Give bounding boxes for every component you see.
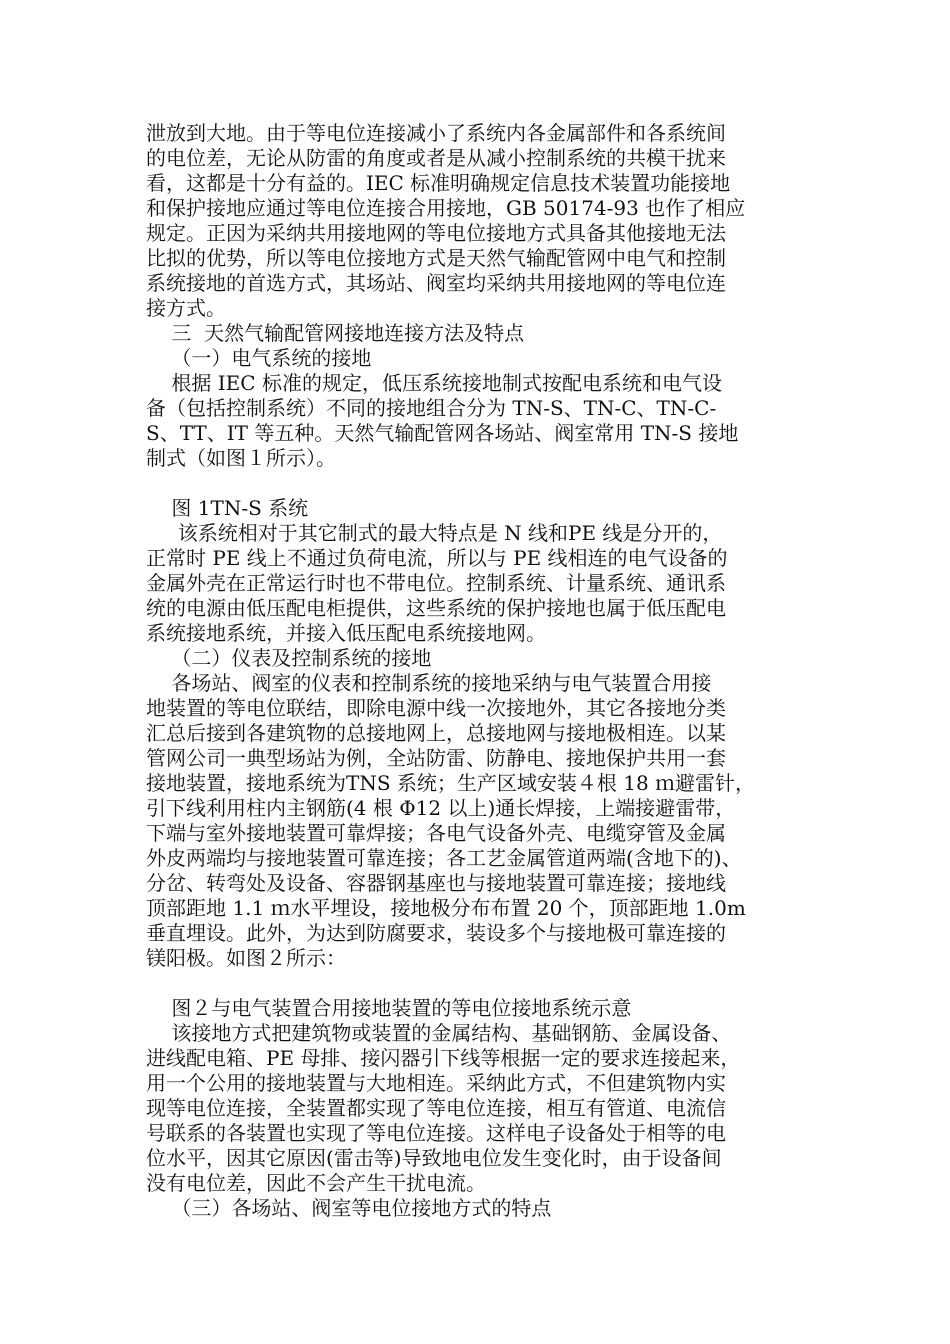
text-line: S、TT、IT 等五种。天然气输配管网各场站、阀室常用 TN-S 接地 bbox=[146, 421, 739, 445]
text-line: 看，这都是十分有益的。IEC 标准明确规定信息技术装置功能接地 bbox=[146, 171, 731, 195]
text-line: 泄放到大地。由于等电位连接减小了系统内各金属部件和各系统间 bbox=[146, 121, 726, 145]
text-line: 的电位差，无论从防雷的角度或者是从减小控制系统的共模干扰来 bbox=[146, 146, 726, 170]
text-line: 规定。正因为采纳共用接地网的等电位接地方式具备其他接地无法 bbox=[146, 221, 726, 245]
subsection-heading: （二）仪表及控制系统的接地 bbox=[146, 646, 432, 670]
text-line: 汇总后接到各建筑物的总接地网上，总接地网与接地极相连。以某 bbox=[146, 721, 726, 745]
text-line: 该系统相对于其它制式的最大特点是 N 线和PE 线是分开的， bbox=[146, 521, 723, 545]
text-line: 制式（如图１所示）。 bbox=[146, 446, 336, 470]
text-line: 接地装置，接地系统为TNS 系统；生产区域安装４根 18 ｍ避雷针， bbox=[146, 771, 756, 795]
text-line: 下端与室外接地装置可靠焊接；各电气设备外壳、电缆穿管及金属 bbox=[146, 821, 726, 845]
figure-caption: 图２与电气装置合用接地装置的等电位接地系统示意 bbox=[146, 996, 632, 1020]
text-line: 管网公司一典型场站为例，全站防雷、防静电、接地保护共用一套 bbox=[146, 746, 726, 770]
text-line: 号联系的各装置也实现了等电位连接。这样电子设备处于相等的电 bbox=[146, 1121, 726, 1145]
text-line: 备（包括控制系统）不同的接地组合分为 TN-S、TN-C、TN-C- bbox=[146, 396, 717, 420]
text-line: 镁阳极。如图２所示： bbox=[146, 946, 346, 970]
text-line: 正常时 PE 线上不通过负荷电流，所以与 PE 线相连的电气设备的 bbox=[146, 546, 728, 570]
figure-placeholder bbox=[146, 471, 806, 496]
figure-caption: 图 1TN-S 系统 bbox=[146, 496, 309, 520]
text-line: 外皮两端均与接地装置可靠连接；各工艺金属管道两端(含地下的)、 bbox=[146, 846, 742, 870]
text-line: 根据 IEC 标准的规定，低压系统接地制式按配电系统和电气设 bbox=[146, 371, 722, 395]
text-line: 各场站、阀室的仪表和控制系统的接地采纳与电气装置合用接 bbox=[146, 671, 712, 695]
text-line: 系统接地的首选方式，其场站、阀室均采纳共用接地网的等电位连 bbox=[146, 271, 726, 295]
text-line: 比拟的优势，所以等电位接地方式是天然气输配管网中电气和控制 bbox=[146, 246, 726, 270]
text-line: 位水平，因其它原因(雷击等)导致地电位发生变化时，由于设备间 bbox=[146, 1146, 722, 1170]
text-line: 统的电源由低压配电柜提供，这些系统的保护接地也属于低压配电 bbox=[146, 596, 726, 620]
text-line: 该接地方式把建筑物或装置的金属结构、基础钢筋、金属设备、 bbox=[146, 1021, 732, 1045]
text-line: 进线配电箱、PE 母排、接闪器引下线等根据一定的要求连接起来， bbox=[146, 1046, 741, 1070]
text-line: 和保护接地应通过等电位连接合用接地，GB 50174-93 也作了相应 bbox=[146, 196, 746, 220]
text-line: 分岔、转弯处及设备、容器钢基座也与接地装置可靠连接；接地线 bbox=[146, 871, 726, 895]
figure-placeholder bbox=[146, 971, 806, 996]
text-line: 接方式。 bbox=[146, 296, 226, 320]
text-line: 顶部距地 1.1 ｍ水平埋设，接地极分布布置 20 个，顶部距地 1.0m bbox=[146, 896, 746, 920]
subsection-heading: （一）电气系统的接地 bbox=[146, 346, 372, 370]
subsection-heading: （三）各场站、阀室等电位接地方式的特点 bbox=[146, 1196, 552, 1220]
document-body bbox=[146, 121, 806, 1221]
text-line: 垂直埋设。此外，为达到防腐要求，装设多个与接地极可靠连接的 bbox=[146, 921, 726, 945]
text-line: 引下线利用柱内主钢筋(4 根 Φ12 以上)通长焊接，上端接避雷带， bbox=[146, 796, 736, 820]
text-line: 地装置的等电位联结，即除电源中线一次接地外，其它各接地分类 bbox=[146, 696, 726, 720]
text-line: 金属外壳在正常运行时也不带电位。控制系统、计量系统、通讯系 bbox=[146, 571, 726, 595]
text-line: 现等电位连接，全装置都实现了等电位连接，相互有管道、电流信 bbox=[146, 1096, 726, 1120]
section-heading: 三 天然气输配管网接地连接方法及特点 bbox=[146, 321, 525, 345]
text-line: 系统接地系统，并接入低压配电系统接地网。 bbox=[146, 621, 546, 645]
text-line: 没有电位差，因此不会产生干扰电流。 bbox=[146, 1171, 486, 1195]
text-line: 用一个公用的接地装置与大地相连。采纳此方式，不但建筑物内实 bbox=[146, 1071, 726, 1095]
